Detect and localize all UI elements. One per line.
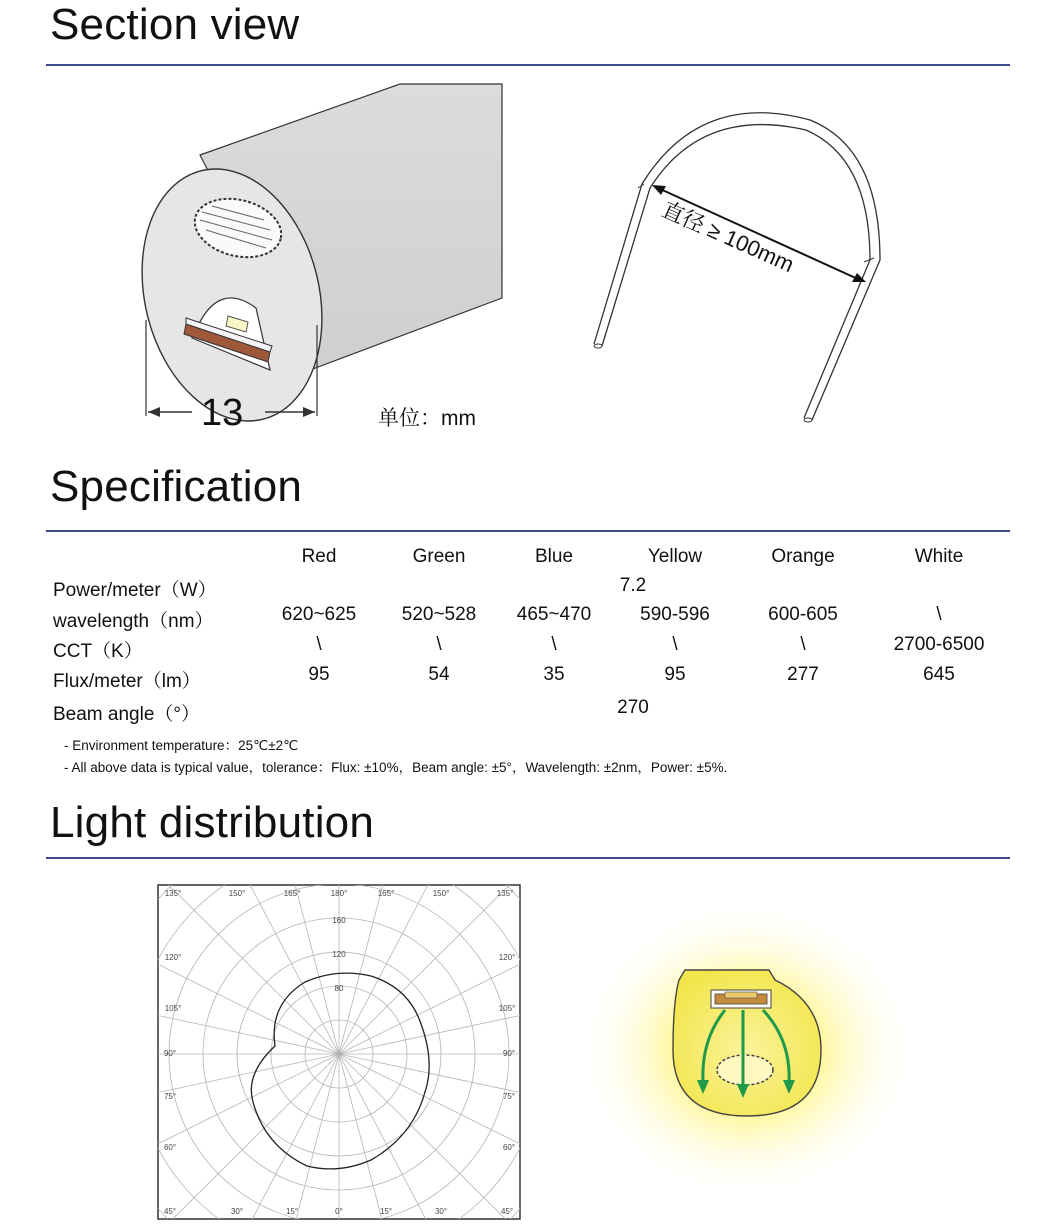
table-cell: 600-605: [768, 604, 838, 625]
bending-diameter-label: 直径 ≥ 100mm: [658, 196, 798, 278]
angle-label: 150°: [432, 889, 450, 898]
row-label-beam-angle: Beam angle（°）: [53, 704, 200, 725]
table-cell: 95: [664, 664, 686, 685]
section-divider: [46, 530, 1010, 532]
section-title-light-distribution: Light distribution: [50, 798, 375, 847]
angle-label: 135°: [164, 889, 182, 898]
row-label-cct: CCT（K）: [53, 641, 143, 662]
beam-angle-value: 270: [617, 697, 649, 718]
angle-label: 15°: [285, 1207, 299, 1216]
table-cell: \: [936, 604, 942, 625]
table-cell: 277: [787, 664, 819, 685]
table-cell: 95: [308, 664, 330, 685]
angle-label: 90°: [163, 1049, 177, 1058]
row-label-flux: Flux/meter（lm）: [53, 671, 201, 692]
radial-tick: 120: [332, 950, 346, 959]
column-header-white: White: [914, 546, 964, 567]
table-cell: \: [436, 634, 442, 655]
table-cell: 35: [543, 664, 565, 685]
row-label-wavelength: wavelength（nm）: [53, 611, 214, 632]
table-cell: 520~528: [401, 604, 477, 625]
angle-label: 45°: [500, 1207, 514, 1216]
unit-label: 单位：mm: [378, 407, 476, 430]
table-cell: 465~470: [516, 604, 592, 625]
angle-label: 45°: [163, 1207, 177, 1216]
table-cell: \: [551, 634, 557, 655]
row-label-power: Power/meter（W）: [53, 580, 217, 601]
angle-label: 75°: [163, 1092, 177, 1101]
section-title-specification: Specification: [50, 462, 303, 511]
section-divider: [46, 64, 1010, 66]
angle-label: 165°: [377, 889, 395, 898]
column-header-yellow: Yellow: [647, 546, 703, 567]
angle-label: 0°: [335, 1207, 343, 1216]
angle-label: 60°: [502, 1143, 516, 1152]
angle-label: 30°: [230, 1207, 244, 1216]
table-cell: \: [800, 634, 806, 655]
table-cell: \: [672, 634, 678, 655]
angle-label: 75°: [502, 1092, 516, 1101]
column-header-orange: Orange: [771, 546, 835, 567]
angle-label: 105°: [164, 1004, 182, 1013]
angle-label: 120°: [498, 953, 516, 962]
table-cell: 645: [923, 664, 955, 685]
light-emission-illustration: [575, 900, 920, 1220]
table-cell: 620~625: [281, 604, 357, 625]
column-header-blue: Blue: [534, 546, 574, 567]
angle-label: 150°: [228, 889, 246, 898]
spec-note: - Environment temperature：25℃±2℃: [64, 738, 299, 753]
column-header-red: Red: [301, 546, 337, 567]
profile-cross-section-illustration: [130, 80, 520, 440]
angle-label: 15°: [379, 1207, 393, 1216]
angle-label: 90°: [502, 1049, 516, 1058]
angle-label: 120°: [164, 953, 182, 962]
polar-light-distribution-chart: [157, 884, 521, 1220]
table-cell: 2700-6500: [893, 634, 985, 655]
table-cell: 590-596: [640, 604, 710, 625]
table-cell: \: [316, 634, 322, 655]
table-cell: 54: [428, 664, 450, 685]
spec-note: - All above data is typical value，tolerance：Flux: ±10%，Beam angle: ±5°，Wavelength: ±2nm，Power: ±5%.: [64, 760, 728, 775]
angle-label: 165°: [283, 889, 301, 898]
angle-label: 60°: [163, 1143, 177, 1152]
power-value: 7.2: [619, 575, 647, 596]
section-divider: [46, 857, 1010, 859]
section-title-section-view: Section view: [50, 0, 300, 49]
angle-label: 180°: [330, 889, 348, 898]
radial-tick: 80: [334, 984, 344, 993]
bending-diameter-illustration: [580, 100, 890, 430]
column-header-green: Green: [412, 546, 466, 567]
profile-width-dimension: 13: [201, 392, 244, 434]
radial-tick: 160: [332, 916, 346, 925]
angle-label: 30°: [434, 1207, 448, 1216]
angle-label: 135°: [496, 889, 514, 898]
angle-label: 105°: [498, 1004, 516, 1013]
